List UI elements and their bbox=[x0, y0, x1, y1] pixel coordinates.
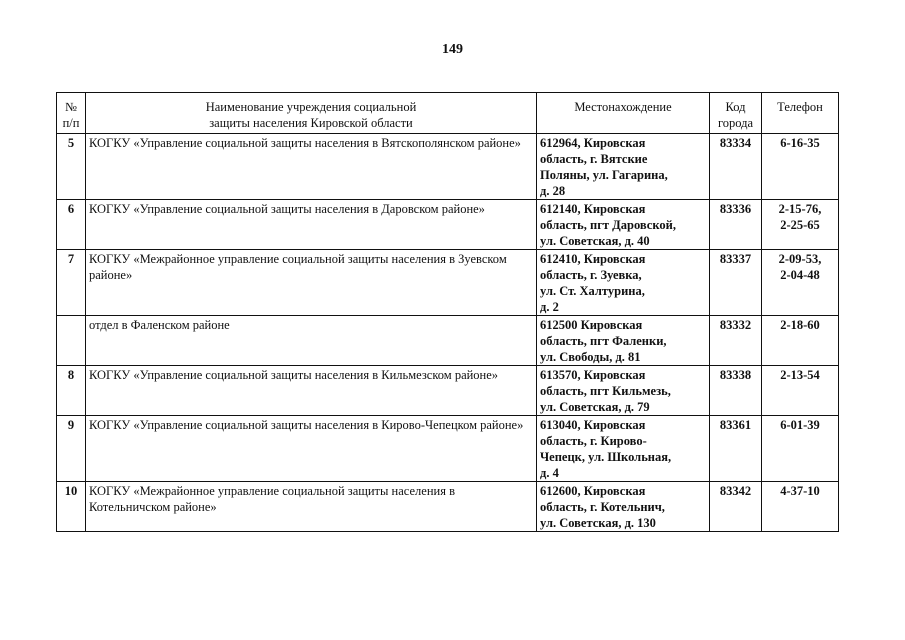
phone-number bbox=[762, 416, 839, 482]
phone-line: 2-25-65 bbox=[780, 218, 820, 232]
header-name bbox=[86, 93, 537, 134]
phone-number bbox=[762, 316, 839, 366]
header-name-line-2: защиты населения Кировской области bbox=[209, 116, 413, 130]
header-num-line-1: № bbox=[65, 100, 77, 114]
phone-line: 2-18-60 bbox=[780, 318, 820, 332]
location-line: д. 28 bbox=[540, 184, 566, 198]
header-name-line-1: Наименование учреждения социальной bbox=[205, 100, 417, 114]
phone-line: 6-01-39 bbox=[780, 418, 820, 432]
header-num-line-2: п/п bbox=[62, 116, 80, 130]
table-row bbox=[57, 200, 839, 250]
institution-name: КОГКУ «Управление социальной защиты населения в Кирово-Чепецком районе» bbox=[86, 416, 537, 482]
institution-name: КОГКУ «Управление социальной защиты населения в Даровском районе» bbox=[86, 200, 537, 250]
phone-number bbox=[762, 250, 839, 316]
phone-line: 2-04-48 bbox=[780, 268, 820, 282]
location-line: Чепецк, ул. Школьная, bbox=[540, 450, 672, 464]
phone-number bbox=[762, 200, 839, 250]
institution-location bbox=[537, 416, 710, 482]
table-row bbox=[57, 366, 839, 416]
location-line: ул. Свободы, д. 81 bbox=[540, 350, 641, 364]
institution-location bbox=[537, 482, 710, 532]
row-number: 5 bbox=[57, 134, 86, 200]
institutions-table bbox=[56, 92, 839, 532]
row-number bbox=[57, 316, 86, 366]
city-code: 83332 bbox=[710, 316, 762, 366]
table-body bbox=[57, 134, 839, 532]
institution-location bbox=[537, 316, 710, 366]
phone-line: 2-15-76, bbox=[778, 202, 822, 216]
city-code: 83338 bbox=[710, 366, 762, 416]
location-line: ул. Ст. Халтурина, bbox=[540, 284, 645, 298]
header-phone: Телефон bbox=[762, 93, 839, 134]
location-line: ул. Советская, д. 79 bbox=[540, 400, 650, 414]
row-number: 7 bbox=[57, 250, 86, 316]
phone-line: 4-37-10 bbox=[780, 484, 820, 498]
location-line: область, г. Кирово- bbox=[540, 434, 647, 448]
location-line: 612964, Кировская bbox=[540, 136, 646, 150]
city-code: 83334 bbox=[710, 134, 762, 200]
table-row bbox=[57, 134, 839, 200]
header-code-line-2: города bbox=[717, 116, 754, 130]
phone-line: 6-16-35 bbox=[780, 136, 820, 150]
location-line: д. 2 bbox=[540, 300, 559, 314]
row-number: 8 bbox=[57, 366, 86, 416]
row-number: 10 bbox=[57, 482, 86, 532]
location-line: область, г. Котельнич, bbox=[540, 500, 665, 514]
institution-name: отдел в Фаленском районе bbox=[86, 316, 537, 366]
institution-location bbox=[537, 134, 710, 200]
city-code: 83342 bbox=[710, 482, 762, 532]
city-code: 83337 bbox=[710, 250, 762, 316]
row-number: 6 bbox=[57, 200, 86, 250]
location-line: 613570, Кировская bbox=[540, 368, 646, 382]
phone-line: 2-09-53, bbox=[778, 252, 822, 266]
header-code bbox=[710, 93, 762, 134]
location-line: область, пгт Фаленки, bbox=[540, 334, 667, 348]
institution-name: КОГКУ «Управление социальной защиты населения в Кильмезском районе» bbox=[86, 366, 537, 416]
phone-line: 2-13-54 bbox=[780, 368, 820, 382]
location-line: область, г. Вятские bbox=[540, 152, 648, 166]
institution-name: КОГКУ «Управление социальной защиты населения в Вятскополянском районе» bbox=[86, 134, 537, 200]
city-code: 83361 bbox=[710, 416, 762, 482]
phone-number bbox=[762, 482, 839, 532]
location-line: 612410, Кировская bbox=[540, 252, 646, 266]
location-line: 612600, Кировская bbox=[540, 484, 646, 498]
table-row bbox=[57, 416, 839, 482]
table-header-row bbox=[57, 93, 839, 134]
city-code: 83336 bbox=[710, 200, 762, 250]
phone-number bbox=[762, 134, 839, 200]
location-line: ул. Советская, д. 40 bbox=[540, 234, 650, 248]
institution-location bbox=[537, 366, 710, 416]
page-number: 149 bbox=[442, 42, 463, 57]
location-line: 613040, Кировская bbox=[540, 418, 646, 432]
table-row bbox=[57, 250, 839, 316]
location-line: д. 4 bbox=[540, 466, 559, 480]
location-line: ул. Советская, д. 130 bbox=[540, 516, 656, 530]
location-line: область, г. Зуевка, bbox=[540, 268, 642, 282]
institution-location bbox=[537, 200, 710, 250]
header-location: Местонахождение bbox=[537, 93, 710, 134]
row-number: 9 bbox=[57, 416, 86, 482]
header-num bbox=[57, 93, 86, 134]
location-line: область, пгт Кильмезь, bbox=[540, 384, 671, 398]
phone-number bbox=[762, 366, 839, 416]
header-code-line-1: Код bbox=[725, 100, 746, 114]
table-row bbox=[57, 482, 839, 532]
institution-name: КОГКУ «Межрайонное управление социальной защиты населения в Котельничском районе» bbox=[86, 482, 537, 532]
institution-location bbox=[537, 250, 710, 316]
location-line: 612140, Кировская bbox=[540, 202, 646, 216]
table-row bbox=[57, 316, 839, 366]
location-line: Поляны, ул. Гагарина, bbox=[540, 168, 668, 182]
location-line: область, пгт Даровской, bbox=[540, 218, 676, 232]
location-line: 612500 Кировская bbox=[540, 318, 643, 332]
institution-name: КОГКУ «Межрайонное управление социальной защиты населения в Зуевском районе» bbox=[86, 250, 537, 316]
